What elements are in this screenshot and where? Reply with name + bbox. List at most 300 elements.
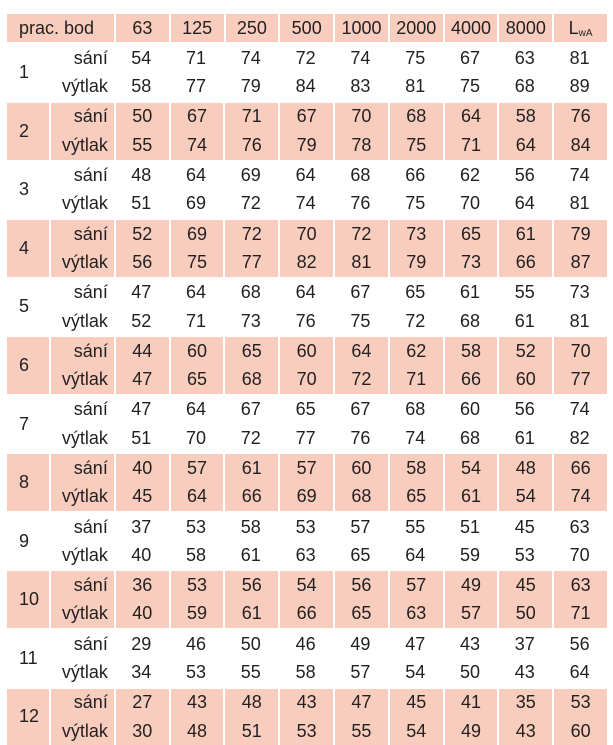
value-cell: 49 (350, 633, 371, 654)
value-cell: 72 (405, 310, 426, 331)
value-cell: 52 (497, 337, 552, 365)
value-cell: 43 (459, 633, 481, 654)
value-cell: 68 (333, 483, 388, 511)
value-cell: 66 (497, 248, 552, 276)
row-label-vytlak: výtlak (61, 662, 108, 683)
value-cell: 47 (131, 399, 152, 420)
value-cell: 65 (388, 483, 443, 511)
value-cell: 30 (114, 717, 169, 745)
value-cell: 46 (295, 633, 316, 654)
value-cell: 74 (569, 399, 590, 420)
value-cell: 65 (405, 282, 426, 303)
table-row-sani (49, 513, 607, 541)
value-cell: 45 (514, 516, 535, 537)
value-cell: 81 (569, 47, 590, 68)
value-cell: 54 (278, 571, 333, 599)
operating-point-9 (7, 513, 607, 570)
value-cell: 63 (569, 516, 590, 537)
value-cell: 65 (223, 337, 278, 365)
value-cell: 73 (388, 220, 443, 248)
value-cell: 36 (114, 571, 169, 599)
value-cell: 81 (569, 310, 590, 331)
value-cell: 64 (186, 399, 207, 420)
row-label-sani: sání (49, 689, 114, 717)
operating-point-number: 5 (19, 296, 30, 317)
value-cell: 56 (333, 571, 388, 599)
value-cell: 60 (497, 365, 552, 393)
value-cell: 65 (295, 399, 316, 420)
table-row-vytlak (49, 658, 607, 686)
header-freq-250: 250 (224, 14, 279, 42)
header-freq-500: 500 (278, 14, 333, 42)
value-cell: 65 (169, 365, 224, 393)
value-cell: 57 (443, 600, 498, 628)
noise-table (7, 14, 607, 745)
operating-point-number: 8 (7, 454, 49, 511)
value-cell: 52 (114, 220, 169, 248)
value-cell: 44 (114, 337, 169, 365)
value-cell: 46 (186, 633, 207, 654)
table-row-sani (49, 630, 607, 658)
row-label-vytlak: výtlak (49, 600, 114, 628)
table-row-sani (49, 103, 607, 131)
row-label-sani: sání (49, 571, 114, 599)
header-freq-8000: 8000 (497, 14, 552, 42)
value-cell: 49 (443, 571, 498, 599)
value-cell: 75 (405, 193, 426, 214)
value-cell: 64 (169, 483, 224, 511)
value-cell: 57 (350, 662, 371, 683)
value-cell: 74 (240, 47, 261, 68)
value-cell: 64 (186, 282, 207, 303)
value-cell: 45 (114, 483, 169, 511)
value-cell: 70 (278, 220, 333, 248)
row-label-vytlak: výtlak (61, 193, 108, 214)
row-label-sani: sání (73, 633, 108, 654)
value-cell: 59 (459, 544, 481, 565)
value-cell: 74 (552, 483, 607, 511)
value-cell: 65 (443, 220, 498, 248)
operating-point-1 (7, 44, 607, 101)
value-cell: 66 (278, 600, 333, 628)
value-cell: 56 (514, 399, 535, 420)
value-cell: 66 (443, 365, 498, 393)
table-row-vytlak (49, 600, 607, 628)
value-cell: 48 (169, 717, 224, 745)
value-cell: 60 (278, 337, 333, 365)
value-cell: 83 (350, 76, 371, 97)
value-cell: 45 (388, 689, 443, 717)
value-cell: 64 (295, 165, 316, 186)
value-cell: 81 (569, 193, 590, 214)
value-cell: 70 (186, 427, 207, 448)
value-cell: 68 (514, 76, 535, 97)
value-cell: 84 (295, 76, 316, 97)
value-cell: 50 (114, 103, 169, 131)
value-cell: 63 (295, 544, 316, 565)
value-cell: 54 (405, 662, 426, 683)
value-cell: 27 (114, 689, 169, 717)
value-cell: 65 (350, 544, 371, 565)
value-cell: 57 (169, 454, 224, 482)
value-cell: 57 (388, 571, 443, 599)
value-cell: 61 (443, 483, 498, 511)
table-row-sani (49, 571, 607, 599)
row-label-sani: sání (49, 220, 114, 248)
value-cell: 67 (169, 103, 224, 131)
table-row-vytlak (49, 131, 607, 159)
value-cell: 76 (223, 131, 278, 159)
row-label-vytlak: výtlak (49, 248, 114, 276)
value-cell: 73 (569, 282, 590, 303)
table-row-vytlak (49, 307, 607, 335)
value-cell: 70 (569, 544, 590, 565)
value-cell: 51 (131, 193, 152, 214)
value-cell: 84 (552, 131, 607, 159)
value-cell: 62 (388, 337, 443, 365)
value-cell: 72 (295, 47, 316, 68)
operating-point-number: 9 (19, 530, 30, 551)
value-cell: 74 (405, 427, 426, 448)
value-cell: 51 (223, 717, 278, 745)
value-cell: 60 (333, 454, 388, 482)
value-cell: 35 (497, 689, 552, 717)
operating-point-11 (7, 630, 607, 687)
table-row-vytlak (49, 365, 607, 393)
value-cell: 67 (350, 282, 371, 303)
value-cell: 37 (514, 633, 535, 654)
value-cell: 48 (497, 454, 552, 482)
value-cell: 63 (388, 600, 443, 628)
value-cell: 77 (552, 365, 607, 393)
table-row-sani (49, 689, 607, 717)
value-cell: 61 (497, 220, 552, 248)
value-cell: 72 (223, 220, 278, 248)
value-cell: 57 (278, 454, 333, 482)
row-label-sani: sání (73, 47, 108, 68)
value-cell: 73 (240, 310, 261, 331)
value-cell: 67 (350, 399, 371, 420)
value-cell: 76 (350, 427, 371, 448)
value-cell: 58 (388, 454, 443, 482)
value-cell: 55 (240, 662, 261, 683)
value-cell: 48 (223, 689, 278, 717)
header-lwa-main: L (568, 17, 579, 38)
operating-point-5 (7, 279, 607, 336)
value-cell: 55 (514, 282, 535, 303)
value-cell: 70 (333, 103, 388, 131)
table-row-vytlak (49, 73, 607, 101)
value-cell: 68 (240, 282, 261, 303)
row-label-vytlak: výtlak (49, 483, 114, 511)
table-row-sani (49, 396, 607, 424)
table-row-sani (49, 220, 607, 248)
value-cell: 69 (278, 483, 333, 511)
value-cell: 64 (514, 193, 535, 214)
value-cell: 54 (497, 483, 552, 511)
value-cell: 64 (405, 544, 426, 565)
header-lwa (552, 14, 607, 42)
value-cell: 50 (459, 662, 481, 683)
header-lwa-sub: wA (578, 27, 593, 39)
value-cell: 51 (459, 516, 481, 537)
row-label-sani: sání (49, 337, 114, 365)
value-cell: 64 (333, 337, 388, 365)
operating-point-number: 11 (19, 647, 38, 668)
value-cell: 76 (350, 193, 371, 214)
value-cell: 48 (131, 165, 152, 186)
operating-point-number: 3 (19, 179, 30, 200)
value-cell: 45 (497, 571, 552, 599)
value-cell: 43 (169, 689, 224, 717)
header-freq-125: 125 (169, 14, 224, 42)
value-cell: 64 (569, 662, 590, 683)
value-cell: 47 (131, 282, 152, 303)
value-cell: 81 (405, 76, 426, 97)
value-cell: 63 (552, 571, 607, 599)
value-cell: 69 (240, 165, 261, 186)
value-cell: 77 (223, 248, 278, 276)
operating-point-6 (7, 337, 607, 394)
header-freq-1000: 1000 (333, 14, 388, 42)
table-body (7, 44, 607, 745)
value-cell: 60 (552, 717, 607, 745)
value-cell: 75 (459, 76, 481, 97)
operating-point-number: 1 (19, 62, 30, 83)
value-cell: 71 (223, 103, 278, 131)
value-cell: 79 (278, 131, 333, 159)
value-cell: 43 (514, 662, 535, 683)
operating-point-number: 4 (7, 220, 49, 277)
value-cell: 67 (278, 103, 333, 131)
operating-point-12 (7, 689, 607, 745)
value-cell: 61 (240, 544, 261, 565)
row-label-vytlak: výtlak (61, 427, 108, 448)
value-cell: 76 (295, 310, 316, 331)
table-row-sani (49, 44, 607, 72)
value-cell: 72 (240, 193, 261, 214)
value-cell: 58 (131, 76, 152, 97)
table-row-sani (49, 279, 607, 307)
value-cell: 49 (443, 717, 498, 745)
value-cell: 53 (278, 717, 333, 745)
value-cell: 34 (131, 662, 152, 683)
value-cell: 71 (388, 365, 443, 393)
value-cell: 74 (295, 193, 316, 214)
value-cell: 47 (114, 365, 169, 393)
value-cell: 61 (223, 600, 278, 628)
operating-point-4 (7, 220, 607, 277)
value-cell: 73 (443, 248, 498, 276)
value-cell: 61 (223, 454, 278, 482)
value-cell: 81 (333, 248, 388, 276)
value-cell: 64 (295, 282, 316, 303)
value-cell: 58 (497, 103, 552, 131)
value-cell: 40 (114, 600, 169, 628)
value-cell: 77 (186, 76, 207, 97)
header-prac-bod: prac. bod (19, 17, 95, 38)
value-cell: 68 (350, 165, 371, 186)
value-cell: 71 (552, 600, 607, 628)
row-label-vytlak: výtlak (49, 365, 114, 393)
value-cell: 58 (240, 516, 261, 537)
value-cell: 79 (552, 220, 607, 248)
value-cell: 68 (405, 399, 426, 420)
value-cell: 56 (114, 248, 169, 276)
value-cell: 68 (388, 103, 443, 131)
value-cell: 57 (350, 516, 371, 537)
value-cell: 65 (333, 600, 388, 628)
row-label-sani: sání (49, 103, 114, 131)
value-cell: 66 (405, 165, 426, 186)
table-row-vytlak (49, 248, 607, 276)
value-cell: 40 (114, 454, 169, 482)
value-cell: 63 (514, 47, 535, 68)
operating-point-8 (7, 454, 607, 511)
value-cell: 55 (114, 131, 169, 159)
value-cell: 61 (514, 427, 535, 448)
value-cell: 68 (459, 310, 481, 331)
value-cell: 75 (388, 131, 443, 159)
value-cell: 82 (569, 427, 590, 448)
value-cell: 79 (240, 76, 261, 97)
value-cell: 55 (333, 717, 388, 745)
value-cell: 66 (223, 483, 278, 511)
value-cell: 72 (333, 365, 388, 393)
value-cell: 43 (278, 689, 333, 717)
row-label-sani: sání (73, 399, 108, 420)
value-cell: 69 (169, 220, 224, 248)
value-cell: 53 (186, 662, 207, 683)
value-cell: 70 (459, 193, 481, 214)
value-cell: 64 (186, 165, 207, 186)
operating-point-number: 2 (7, 103, 49, 160)
value-cell: 37 (131, 516, 152, 537)
header-freq-4000: 4000 (443, 14, 498, 42)
row-label-vytlak: výtlak (49, 717, 114, 745)
value-cell: 71 (186, 310, 207, 331)
value-cell: 68 (223, 365, 278, 393)
value-cell: 56 (223, 571, 278, 599)
value-cell: 74 (569, 165, 590, 186)
table-row-sani (49, 337, 607, 365)
value-cell: 67 (240, 399, 261, 420)
value-cell: 53 (295, 516, 316, 537)
value-cell: 50 (497, 600, 552, 628)
table-row-vytlak (49, 424, 607, 452)
value-cell: 56 (569, 633, 590, 654)
value-cell: 72 (333, 220, 388, 248)
value-cell: 53 (514, 544, 535, 565)
value-cell: 72 (240, 427, 261, 448)
row-label-sani: sání (73, 516, 108, 537)
value-cell: 50 (240, 633, 261, 654)
value-cell: 64 (497, 131, 552, 159)
value-cell: 53 (552, 689, 607, 717)
value-cell: 60 (459, 399, 481, 420)
value-cell: 74 (169, 131, 224, 159)
value-cell: 58 (295, 662, 316, 683)
value-cell: 71 (443, 131, 498, 159)
value-cell: 56 (514, 165, 535, 186)
value-cell: 82 (278, 248, 333, 276)
value-cell: 58 (186, 544, 207, 565)
value-cell: 40 (131, 544, 152, 565)
value-cell: 43 (497, 717, 552, 745)
row-label-vytlak: výtlak (61, 310, 108, 331)
value-cell: 54 (443, 454, 498, 482)
operating-point-10 (7, 571, 607, 628)
value-cell: 70 (278, 365, 333, 393)
value-cell: 59 (169, 600, 224, 628)
row-label-vytlak: výtlak (61, 76, 108, 97)
operating-point-number: 12 (7, 689, 49, 745)
table-row-vytlak (49, 483, 607, 511)
table-row-sani (49, 454, 607, 482)
value-cell: 77 (295, 427, 316, 448)
value-cell: 74 (350, 47, 371, 68)
value-cell: 68 (459, 427, 481, 448)
value-cell: 51 (131, 427, 152, 448)
header-freq-2000: 2000 (388, 14, 443, 42)
value-cell: 29 (131, 633, 152, 654)
value-cell: 64 (443, 103, 498, 131)
value-cell: 70 (552, 337, 607, 365)
header-freq-63: 63 (114, 14, 169, 42)
operating-point-2 (7, 103, 607, 160)
value-cell: 54 (388, 717, 443, 745)
value-cell: 69 (186, 193, 207, 214)
operating-point-number: 10 (7, 571, 49, 628)
value-cell: 60 (169, 337, 224, 365)
value-cell: 66 (552, 454, 607, 482)
value-cell: 41 (443, 689, 498, 717)
value-cell: 75 (350, 310, 371, 331)
row-label-vytlak: výtlak (61, 544, 108, 565)
value-cell: 58 (443, 337, 498, 365)
value-cell: 76 (552, 103, 607, 131)
operating-point-number: 6 (7, 337, 49, 394)
value-cell: 47 (405, 633, 426, 654)
value-cell: 53 (186, 516, 207, 537)
value-cell: 61 (459, 282, 481, 303)
value-cell: 53 (169, 571, 224, 599)
operating-point-3 (7, 161, 607, 218)
value-cell: 79 (388, 248, 443, 276)
value-cell: 62 (459, 165, 481, 186)
value-cell: 54 (131, 47, 152, 68)
value-cell: 75 (405, 47, 426, 68)
row-label-vytlak: výtlak (49, 131, 114, 159)
value-cell: 61 (514, 310, 535, 331)
table-header (7, 14, 607, 42)
value-cell: 78 (333, 131, 388, 159)
row-label-sani: sání (49, 454, 114, 482)
operating-point-7 (7, 396, 607, 453)
table-row-vytlak (49, 717, 607, 745)
table-row-vytlak (49, 190, 607, 218)
value-cell: 55 (405, 516, 426, 537)
table-row-vytlak (49, 541, 607, 569)
value-cell: 52 (131, 310, 152, 331)
value-cell: 75 (169, 248, 224, 276)
table-row-sani (49, 161, 607, 189)
value-cell: 67 (459, 47, 481, 68)
value-cell: 71 (186, 47, 207, 68)
value-cell: 47 (333, 689, 388, 717)
value-cell: 89 (569, 76, 590, 97)
value-cell: 87 (552, 248, 607, 276)
